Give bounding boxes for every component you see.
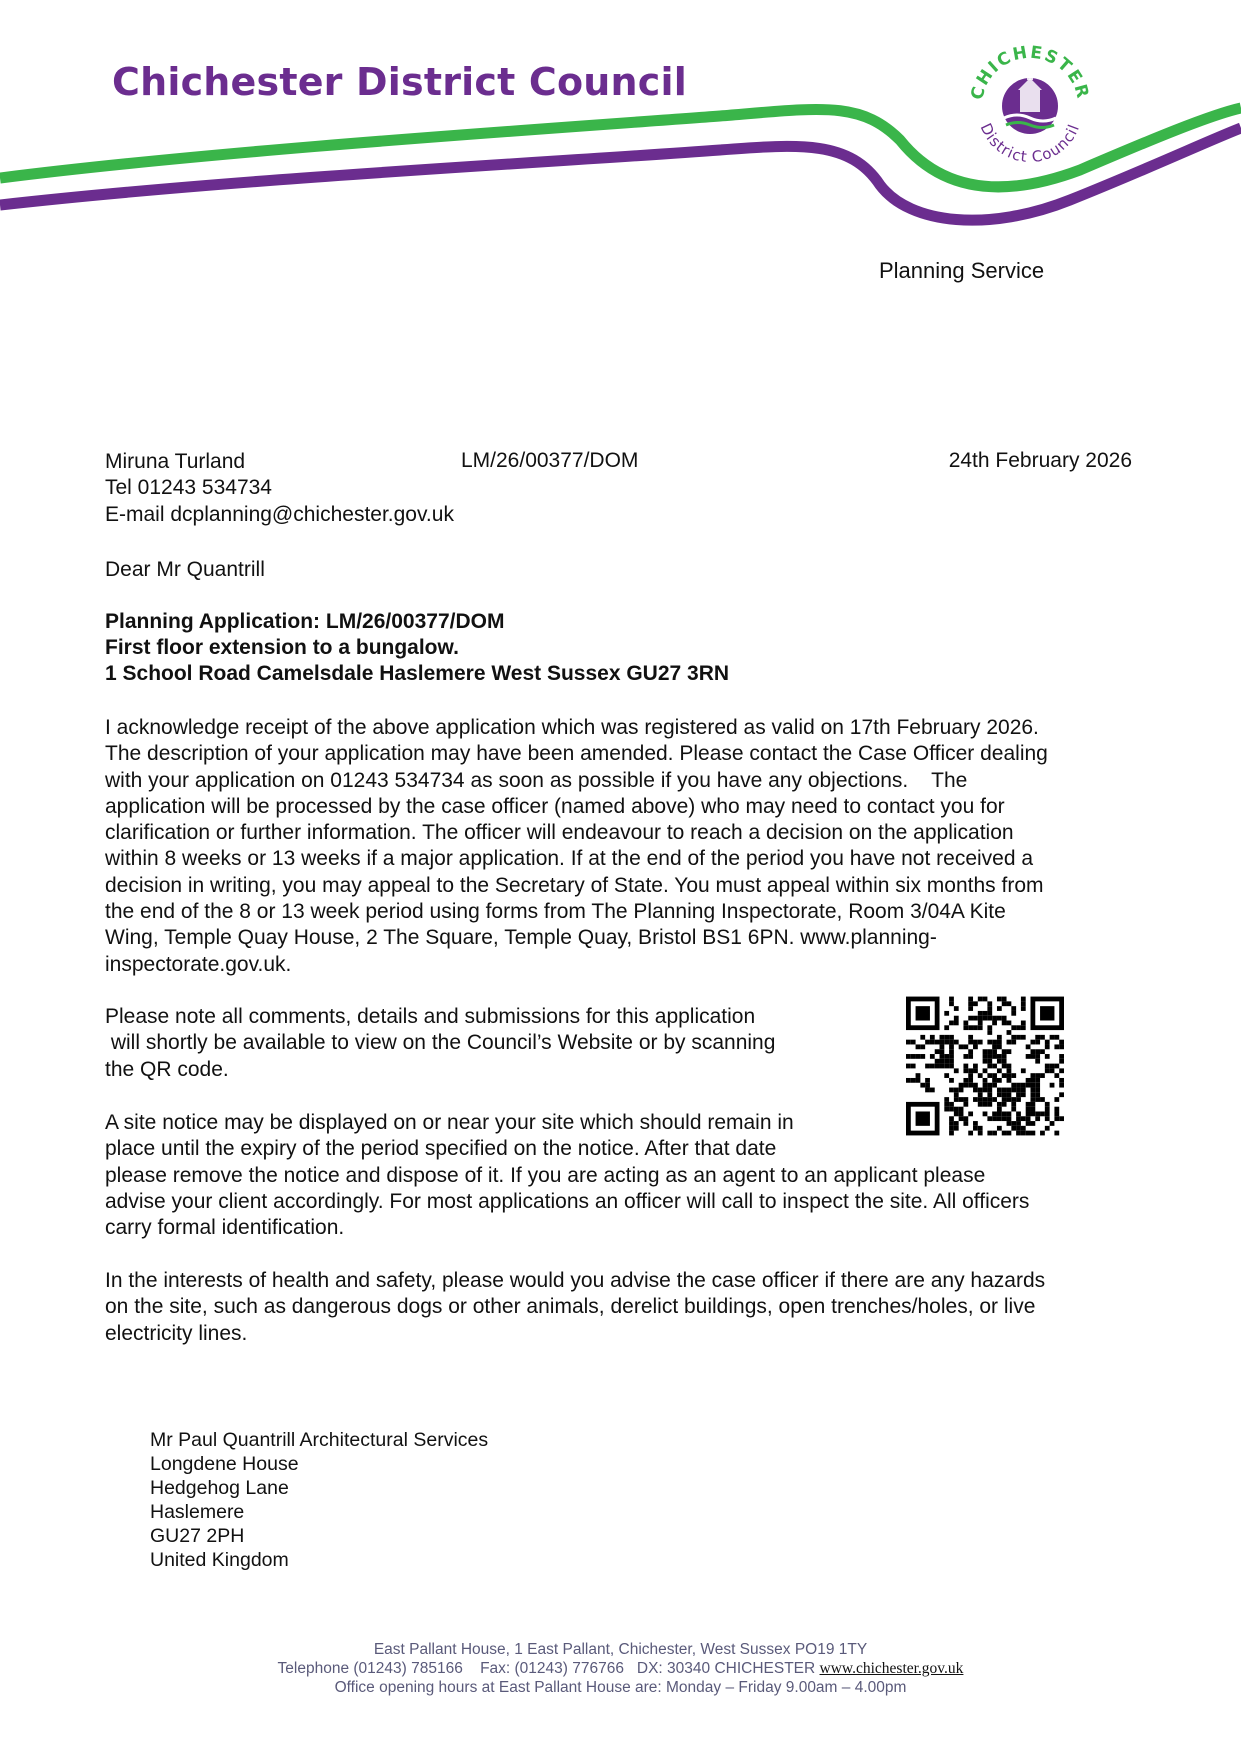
para2-line: will shortly be available to view on the Council’s Website or by scanning — [105, 1031, 776, 1055]
para3-line: carry formal identification. — [105, 1216, 345, 1240]
para1-line: the end of the 8 or 13 week period using forms from The Planning Inspectorate, Room 3/04A Kite — [105, 900, 1006, 924]
council-crest-icon — [960, 28, 1100, 168]
para2-line: Please note all comments, details and submissions for this application — [105, 1005, 756, 1028]
para3-line: place until the expiry of the period specified on the notice. After that date — [105, 1137, 777, 1161]
para3-line: advise your client accordingly. For most applications an officer will call to inspect the site. All officers — [105, 1189, 1030, 1213]
para1-line: inspectorate.gov.uk. — [105, 952, 292, 976]
para1-line: clarification or further information. The officer will endeavour to reach a decision on the application — [105, 821, 1014, 845]
council-name: Chichester District Council — [112, 60, 687, 104]
recipient-line: GU27 2PH — [150, 1525, 245, 1547]
logo-text-top: CHICHESTER — [967, 42, 1093, 102]
paragraph-site-notice — [105, 1110, 1135, 1241]
subject-line-1: Planning Application: LM/26/00377/DOM — [105, 610, 505, 633]
council-logo — [960, 28, 1100, 168]
recipient-address — [150, 1428, 488, 1572]
subject-line-2: First floor extension to a bungalow. — [105, 636, 459, 659]
recipient-line: Mr Paul Quantrill Architectural Services — [150, 1429, 489, 1451]
sender-email: E-mail dcplanning@chichester.gov.uk — [105, 503, 454, 526]
subject-line-3: 1 School Road Camelsdale Haslemere West Sussex GU27 3RN — [105, 662, 730, 685]
para1-line: within 8 weeks or 13 weeks if a major application. If at the end of the period you have not received a — [105, 847, 1034, 871]
paragraph-health-safety — [105, 1268, 1135, 1347]
para1-line: Wing, Temple Quay House, 2 The Square, Temple Quay, Bristol BS1 6PN. www.planning- — [105, 926, 937, 950]
para3-line: please remove the notice and dispose of it. If you are acting as an agent to an applicant please — [105, 1163, 986, 1187]
para2-line: the QR code. — [105, 1057, 229, 1081]
recipient-line: Haslemere — [150, 1501, 245, 1523]
logo-text-bottom: District Council — [976, 120, 1084, 167]
footer-website-link[interactable]: www.chichester.gov.uk — [819, 1660, 964, 1677]
letterhead — [0, 0, 1241, 240]
footer-contact-numbers: Telephone (01243) 785166 Fax: (01243) 776766 DX: 30340 CHICHESTER — [277, 1660, 820, 1677]
para1-line: I acknowledge receipt of the above application which was registered as valid on 17th February 2026. — [105, 716, 1039, 739]
salutation: Dear Mr Quantrill — [105, 558, 265, 581]
footer-hours: Office opening hours at East Pallant House are: Monday – Friday 9.00am – 4.00pm — [334, 1679, 907, 1696]
footer-address: East Pallant House, 1 East Pallant, Chichester, West Sussex PO19 1TY — [373, 1641, 868, 1658]
recipient-line: Longdene House — [150, 1453, 299, 1475]
para1-line: The description of your application may have been amended. Please contact the Case Officer dealing — [105, 742, 1048, 766]
service-name: Planning Service — [879, 258, 1045, 283]
recipient-line: Hedgehog Lane — [150, 1477, 289, 1499]
reference-number: LM/26/00377/DOM — [461, 449, 639, 472]
footer-contacts — [0, 1659, 1241, 1678]
recipient-line: United Kingdom — [150, 1549, 289, 1571]
para4-line: electricity lines. — [105, 1321, 248, 1345]
sender-name: Miruna Turland — [105, 450, 246, 473]
para1-line: with your application on 01243 534734 as soon as possible if you have any objections. The — [105, 768, 968, 792]
para4-line: In the interests of health and safety, please would you advise the case officer if there are any hazards — [105, 1269, 1046, 1292]
letter-date: 24th February 2026 — [948, 449, 1132, 472]
para1-line: decision in writing, you may appeal to the Secretary of State. You must appeal within six months from — [105, 873, 1044, 897]
paragraph-acknowledgement — [105, 715, 1135, 978]
para4-line: on the site, such as dangerous dogs or other animals, derelict buildings, open trenches/holes, or live — [105, 1295, 1036, 1319]
sender-tel: Tel 01243 534734 — [105, 476, 272, 499]
para3-line: A site notice may be displayed on or near your site which should remain in — [105, 1111, 794, 1134]
para1-line: application will be processed by the case officer (named above) who may need to contact you for — [105, 794, 1005, 818]
